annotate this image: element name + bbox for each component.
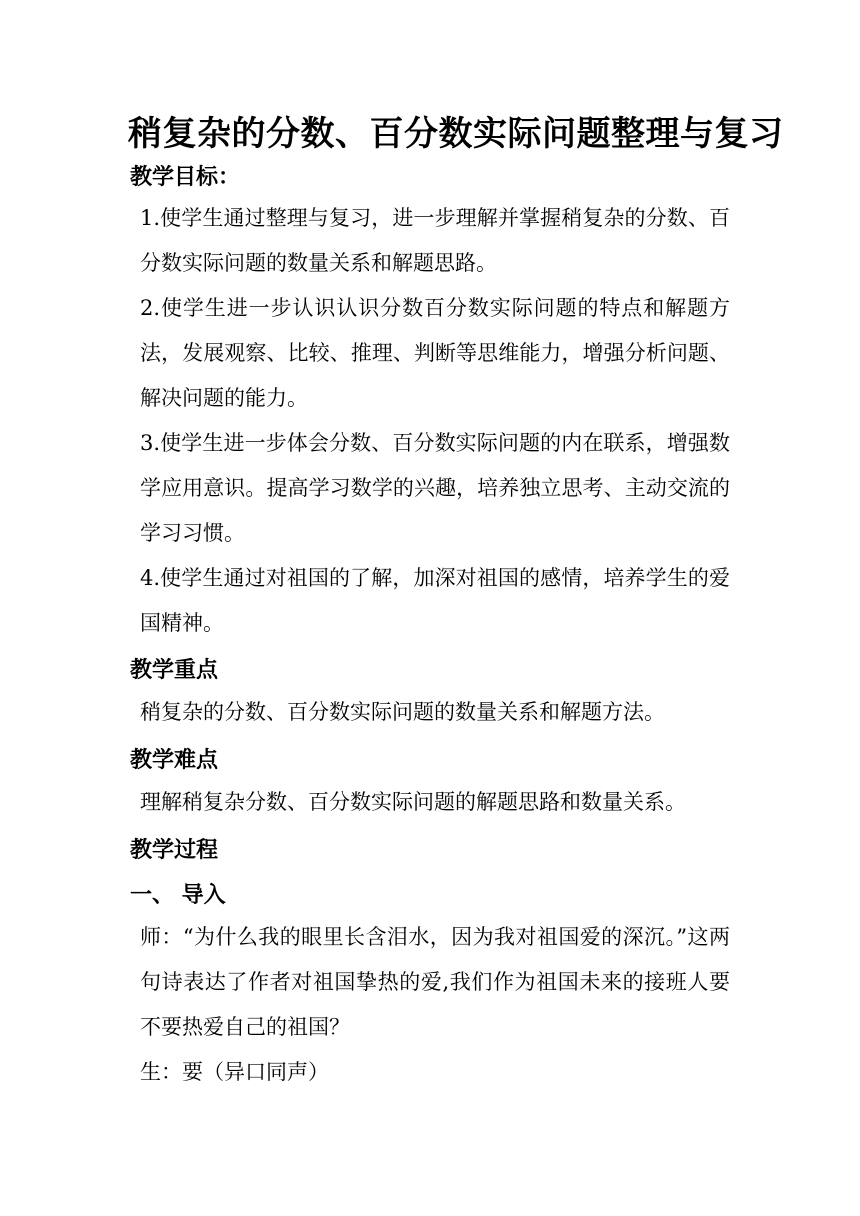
difficulty-text: 理解稍复杂分数、百分数实际问题的解题思路和数量关系。	[140, 790, 686, 814]
objectives-heading: 教学目标：	[130, 165, 241, 190]
difficulty-heading: 教学难点	[130, 748, 219, 773]
objective-item-2: 2.使学生进一步认识认识分数百分数实际问题的特点和解题方法，发展观察、比较、推理、判断等思维能力，增强分析问题、解决问题的能力。	[140, 296, 730, 410]
section-one-heading: 一、 导入	[130, 883, 226, 908]
document-title: 稍复杂的分数、百分数实际问题整理与复习	[128, 114, 784, 154]
teacher-dialogue: 师：“为什么我的眼里长含泪水，因为我对祖国爱的深沉。”这两句诗表达了作者对祖国挚热的爱,我们作为祖国未来的接班人要不要热爱自己的祖国？	[140, 925, 730, 1039]
objective-item-1: 1.使学生通过整理与复习，进一步理解并掌握稍复杂的分数、百分数实际问题的数量关系和解题思路。	[140, 206, 730, 275]
key-point-text: 稍复杂的分数、百分数实际问题的数量关系和解题方法。	[140, 700, 665, 724]
process-heading: 教学过程	[130, 838, 219, 863]
key-point-heading: 教学重点	[130, 658, 219, 683]
objective-item-4: 4.使学生通过对祖国的了解，加深对祖国的感情，培养学生的爱国精神。	[140, 566, 730, 635]
objective-item-3: 3.使学生进一步体会分数、百分数实际问题的内在联系，增强数学应用意识。提高学习数学的兴趣，培养独立思考、主动交流的学习习惯。	[140, 431, 730, 545]
student-dialogue: 生：要（异口同声）	[140, 1060, 329, 1084]
